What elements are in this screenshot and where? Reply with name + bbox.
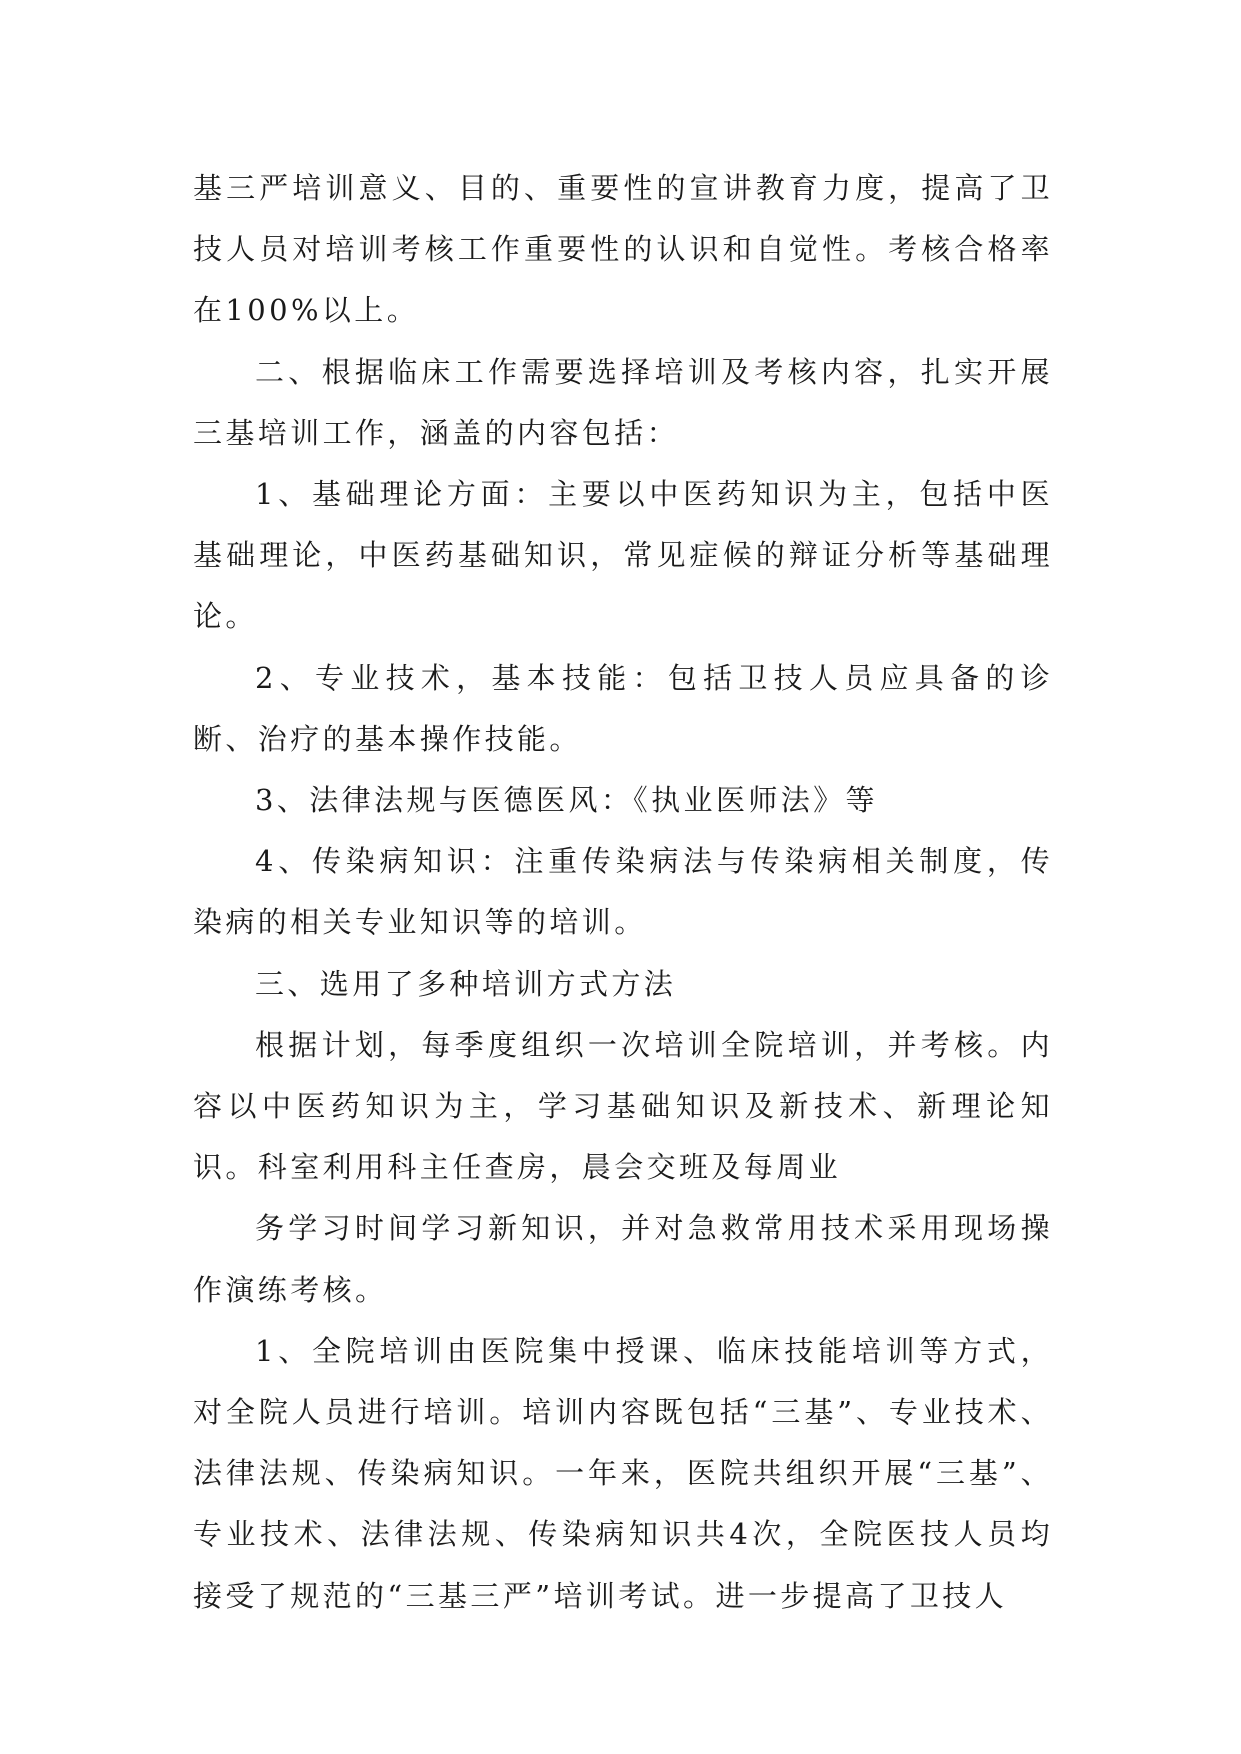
paragraph-continuation: 基三严培训意义、目的、重要性的宣讲教育力度，提高了卫技人员对培训考核工作重要性的认识和自觉性。考核合格率在100%以上。	[193, 171, 1053, 328]
paragraph-item-basic-theory: 1、基础理论方面：主要以中医药知识为主，包括中医基础理论，中医药基础知识，常见症候的辩证分析等基础理论。	[193, 477, 1053, 634]
paragraph-hospital-wide-training: 1、全院培训由医院集中授课、临床技能培训等方式，对全院人员进行培训。培训内容既包括“三基”、专业技术、法律法规、传染病知识。一年来，医院共组织开展“三基”、专业技术、法律法规、传染病知识共4次，全院医技人员均接受了规范的“三基三严”培训考试。进一步提高了卫技人	[193, 1333, 1053, 1613]
paragraph-item-professional-skills: 2、专业技术，基本技能：包括卫技人员应具备的诊断、治疗的基本操作技能。	[193, 660, 1053, 756]
paragraph-training-plan-continued: 务学习时间学习新知识，并对急救常用技术采用现场操作演练考核。	[193, 1211, 1053, 1307]
paragraph-item-infectious-disease: 4、传染病知识：注重传染病法与传染病相关制度，传染病的相关专业知识等的培训。	[193, 844, 1053, 940]
paragraph-training-plan: 根据计划，每季度组织一次培训全院培训，并考核。内容以中医药知识为主，学习基础知识及新技术、新理论知识。科室利用科主任查房，晨会交班及每周业	[193, 1027, 1053, 1185]
paragraph-section-two-heading: 二、根据临床工作需要选择培训及考核内容，扎实开展三基培训工作，涵盖的内容包括：	[193, 354, 1053, 450]
paragraph-item-laws-ethics: 3、法律法规与医德医风：《执业医师法》等	[255, 783, 878, 818]
paragraph-section-three-heading: 三、选用了多种培训方式方法	[255, 966, 677, 1001]
document-body	[193, 158, 1053, 1627]
